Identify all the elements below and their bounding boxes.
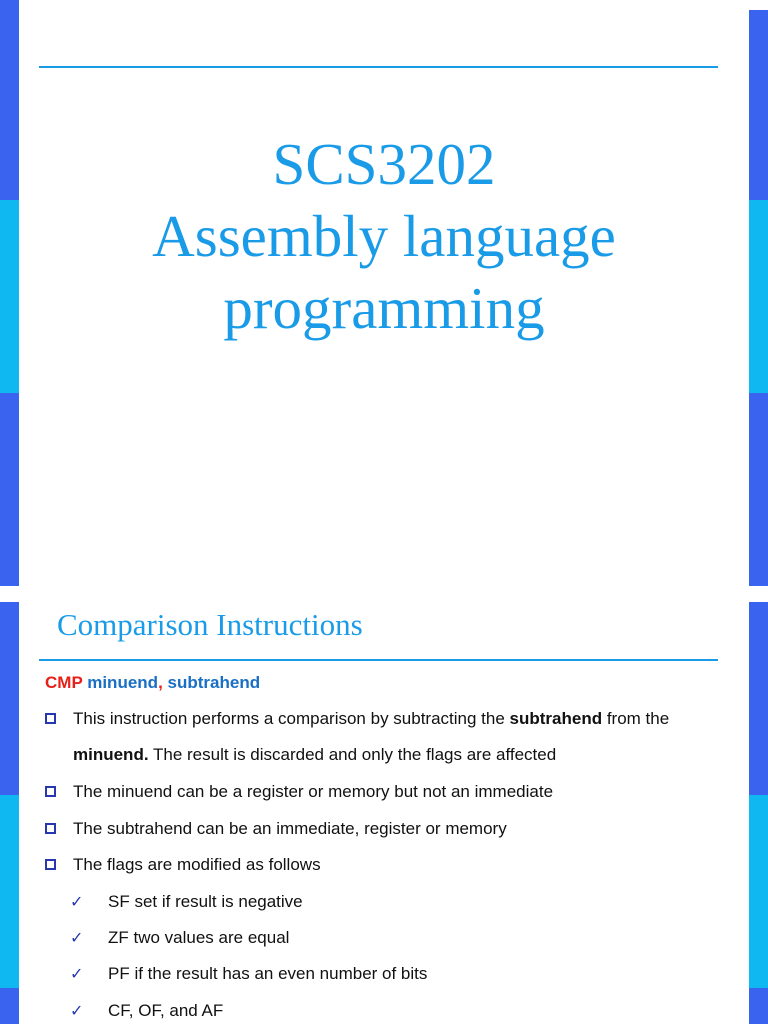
bullet-text-segment: This instruction performs a comparison by subtracting the xyxy=(73,709,510,728)
bullet-text-segment: from the xyxy=(602,709,670,728)
flag-description: CF, OF, and AF xyxy=(108,1001,224,1020)
accent-segment-dark xyxy=(749,602,768,795)
accent-segment-dark xyxy=(749,988,768,1024)
title-line-course-name-2: programming xyxy=(223,275,545,341)
checkmark-icon: ✓ xyxy=(70,892,84,911)
right-accent-bar xyxy=(749,602,768,1024)
cmp-mnemonic: CMP xyxy=(45,673,83,692)
accent-segment-dark xyxy=(749,393,768,586)
flag-description: PF if the result has an even number of bits xyxy=(108,964,428,983)
accent-segment-dark xyxy=(0,988,19,1024)
accent-segment-dark xyxy=(0,602,19,795)
checkmark-icon: ✓ xyxy=(70,928,84,947)
flag-description: ZF two values are equal xyxy=(108,928,290,947)
left-accent-bar xyxy=(0,602,19,1024)
bullet-text-bold: subtrahend xyxy=(509,709,603,728)
right-accent-bar xyxy=(749,10,768,586)
accent-segment-dark xyxy=(749,10,768,200)
slide-title xyxy=(60,128,708,344)
cmp-operand-subtrahend: subtrahend xyxy=(167,673,261,692)
accent-segment-light xyxy=(749,795,768,988)
bullet-text: The flags are modified as follows xyxy=(73,855,321,874)
accent-segment-light xyxy=(0,200,19,393)
accent-segment-light xyxy=(0,795,19,988)
slide-gap xyxy=(0,586,768,602)
square-bullet-icon xyxy=(45,859,56,870)
square-bullet-icon xyxy=(45,823,56,834)
cmp-syntax xyxy=(45,670,260,696)
heading-divider-line xyxy=(39,659,718,661)
square-bullet-icon xyxy=(45,786,56,797)
square-bullet-icon xyxy=(45,713,56,724)
bullet-text-segment: The result is discarded and only the flags are affected xyxy=(148,745,557,764)
bullet-text: The subtrahend can be an immediate, register or memory xyxy=(73,819,507,838)
bullet-text xyxy=(73,701,669,773)
left-accent-bar xyxy=(0,0,19,586)
section-heading: Comparison Instructions xyxy=(57,607,363,642)
cmp-operand-minuend: minuend xyxy=(87,673,159,692)
cmp-separator: , xyxy=(158,673,163,692)
flag-description: SF set if result is negative xyxy=(108,892,303,911)
title-line-course-name-1: Assembly language xyxy=(152,203,616,269)
checkmark-icon: ✓ xyxy=(70,1001,84,1020)
bullet-text-bold: minuend. xyxy=(73,745,149,764)
checkmark-icon: ✓ xyxy=(70,964,84,983)
accent-segment-dark xyxy=(0,0,19,200)
title-line-course-code: SCS3202 xyxy=(272,131,496,197)
accent-segment-light xyxy=(749,200,768,393)
accent-segment-dark xyxy=(0,393,19,586)
title-divider-line xyxy=(39,66,718,68)
bullet-text: The minuend can be a register or memory but not an immediate xyxy=(73,782,554,801)
